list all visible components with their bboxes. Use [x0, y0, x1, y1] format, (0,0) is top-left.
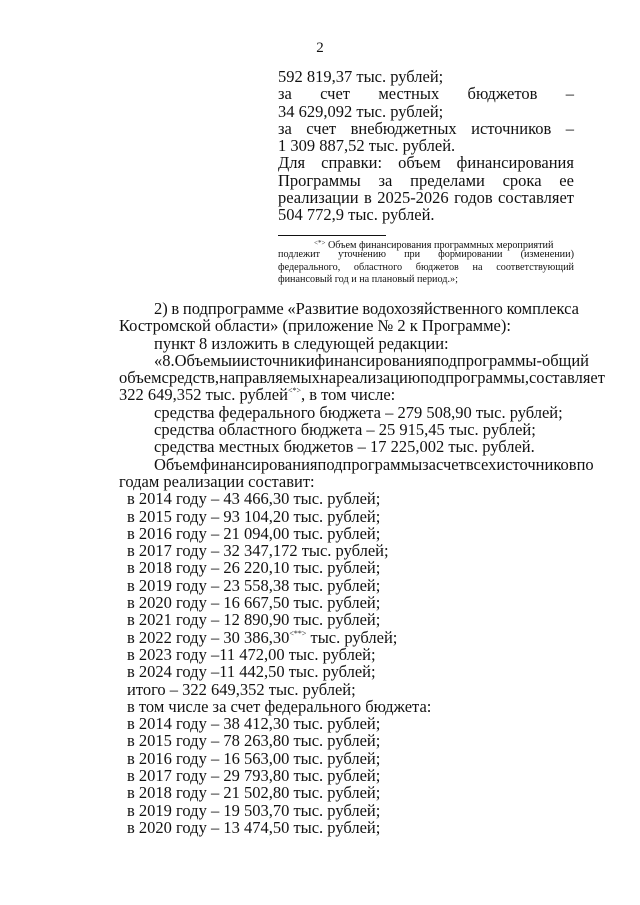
word: счет — [436, 454, 466, 474]
year-row: в 2017 году – 29 793,80 тыс. рублей; — [127, 766, 381, 786]
word: и — [231, 350, 241, 370]
year-row: в 2019 году – 23 558,38 тыс. рублей; — [127, 575, 381, 595]
word: Объем — [154, 454, 201, 474]
word: Объемы — [174, 350, 232, 370]
footnote-line-3 — [278, 262, 574, 274]
main-text — [119, 299, 605, 837]
word: направляемых — [219, 368, 320, 388]
word: Программы — [278, 170, 361, 190]
footnote — [278, 237, 574, 287]
word: подпрограмме — [182, 299, 284, 318]
word: срока — [502, 170, 542, 190]
word: составляет — [528, 368, 605, 388]
year-row: в 2014 году – 43 466,30 тыс. рублей; — [127, 489, 381, 509]
word: годов — [454, 188, 493, 208]
word: комплекса — [506, 299, 579, 318]
word: «8. — [154, 350, 175, 370]
word: на — [319, 368, 337, 388]
local-funds: средства местных бюджетов – 17 225,002 тыс. рублей. — [154, 437, 535, 457]
word: 2) — [154, 299, 168, 318]
footnote-ref-2: <**> — [289, 628, 307, 638]
regional-funds: средства областного бюджета – 25 915,45 тыс. рублей; — [154, 420, 536, 440]
word: 2025-2026 — [377, 188, 449, 208]
year-row: в 2020 году – 16 667,50 тыс. рублей; — [127, 593, 381, 613]
federal-funds: средства федерального бюджета – 279 508,90 тыс. рублей; — [154, 402, 563, 422]
word: источники — [240, 350, 315, 370]
right-line-5: 1 309 887,52 тыс. рублей. — [278, 136, 456, 156]
word: (изменении) — [520, 249, 574, 261]
federal-heading: в том числе за счет федерального бюджета: — [127, 696, 432, 716]
subprogram-line-2: Костромской области» (приложение № 2 к Программе): — [119, 316, 511, 336]
word: за — [378, 170, 393, 190]
word: «Развитие — [287, 299, 359, 318]
word: федерального, — [278, 261, 341, 273]
yearly-federal-list — [119, 715, 579, 836]
word: в — [171, 299, 180, 318]
footnote-line-4: финансовый год и на плановый период.»; — [278, 274, 458, 286]
year-row: в 2018 году – 26 220,10 тыс. рублей; — [127, 558, 381, 578]
word: в — [364, 188, 372, 208]
financing-summary-block — [278, 68, 574, 224]
word: реализацию — [336, 368, 421, 388]
item-8-line-2 — [119, 368, 605, 388]
word: формировании — [438, 249, 503, 261]
word: средств, — [161, 368, 220, 388]
word: при — [404, 249, 421, 261]
word: – — [565, 84, 574, 104]
word: за — [278, 118, 292, 138]
word: справки: — [321, 153, 383, 173]
item-8-line-3: 322 649,352 тыс. рублей<*>, в том числе: — [119, 385, 396, 405]
year-row: в 2016 году – 21 094,00 тыс. рублей; — [127, 523, 381, 543]
word: пределами — [410, 170, 485, 190]
year-row: в 2016 году – 16 563,00 тыс. рублей; — [127, 748, 381, 768]
word: ее — [559, 170, 574, 190]
word: счет — [320, 84, 350, 104]
subprogram-line-1 — [119, 300, 579, 317]
word: внебюджетных — [350, 118, 457, 138]
word: уточнению — [338, 249, 386, 261]
year-row: в 2021 году – 12 890,90 тыс. рублей; — [127, 610, 381, 630]
word: водохозяйственного — [362, 299, 503, 318]
word: Для — [278, 153, 306, 173]
footnote-marker: <*> — [314, 239, 326, 247]
word: финансирования — [200, 454, 318, 474]
footnote-ref-1: <*> — [287, 386, 301, 396]
word: бюджетов — [415, 261, 459, 273]
word: составляет — [498, 188, 574, 208]
word: - — [536, 350, 542, 370]
word: подпрограммы — [317, 454, 423, 474]
word: за — [422, 454, 436, 474]
word: подпрограммы, — [420, 368, 529, 388]
word: за — [278, 84, 292, 104]
right-line-7 — [278, 172, 574, 189]
year-row: в 2015 году – 78 263,80 тыс. рублей; — [127, 731, 381, 751]
word: на — [472, 261, 483, 273]
word: общий — [542, 350, 590, 370]
by-year-line-2: годам реализации составит: — [119, 471, 315, 491]
item-8-line-1 — [119, 350, 590, 370]
item-8-instruction: пункт 8 изложить в следующей редакции: — [154, 333, 449, 353]
footnote-line-2 — [278, 249, 574, 261]
word: – — [565, 118, 574, 138]
year-row: в 2017 году – 32 347,172 тыс. рублей; — [127, 541, 389, 561]
word: областного — [353, 261, 403, 273]
right-line-2 — [278, 85, 574, 102]
word: подпрограммы — [431, 350, 537, 370]
year-row: в 2015 году – 93 104,20 тыс. рублей; — [127, 506, 381, 526]
year-row: в 2018 году – 21 502,80 тыс. рублей; — [127, 783, 381, 803]
word: реализации — [278, 188, 359, 208]
footnote-line-1: <*> Объем финансирования программных мероприятий — [314, 239, 554, 251]
word: финансирования — [456, 153, 574, 173]
word: соответствующий — [496, 261, 574, 273]
right-line-6 — [278, 154, 574, 171]
right-line-8 — [278, 189, 574, 206]
year-row: в 2019 году – 19 503,70 тыс. рублей; — [127, 800, 381, 820]
footnote-rule — [278, 235, 386, 236]
by-year-line-1 — [119, 454, 594, 474]
yearly-all-sources-list — [119, 490, 579, 715]
word: всех — [465, 454, 497, 474]
word: объем — [119, 368, 162, 388]
word: счет — [306, 118, 337, 138]
right-line-3: 34 629,092 тыс. рублей; — [278, 101, 444, 121]
page-number: 2 — [316, 40, 324, 56]
word: по — [576, 454, 594, 474]
year-row: в 2024 году –11 442,50 тыс. рублей; — [127, 662, 376, 682]
word: местных — [378, 84, 440, 104]
year-row: в 2023 году –11 472,00 тыс. рублей; — [127, 644, 376, 664]
total-row: итого – 322 649,352 тыс. рублей; — [127, 679, 356, 699]
right-line-1: 592 819,37 тыс. рублей; — [278, 67, 444, 86]
word: объем — [398, 153, 441, 173]
year-row: в 2014 году – 38 412,30 тыс. рублей; — [127, 714, 381, 734]
right-line-9: 504 772,9 тыс. рублей. — [278, 205, 435, 225]
word: источников — [496, 454, 577, 474]
word: бюджетов — [467, 84, 538, 104]
right-line-4 — [278, 120, 574, 137]
word: финансирования — [314, 350, 432, 370]
word: источников — [471, 118, 552, 138]
year-row: в 2020 году – 13 474,50 тыс. рублей; — [127, 817, 381, 837]
word: подлежит — [278, 249, 320, 261]
year-row: в 2022 году – 30 386,30<**> тыс. рублей; — [127, 627, 398, 647]
